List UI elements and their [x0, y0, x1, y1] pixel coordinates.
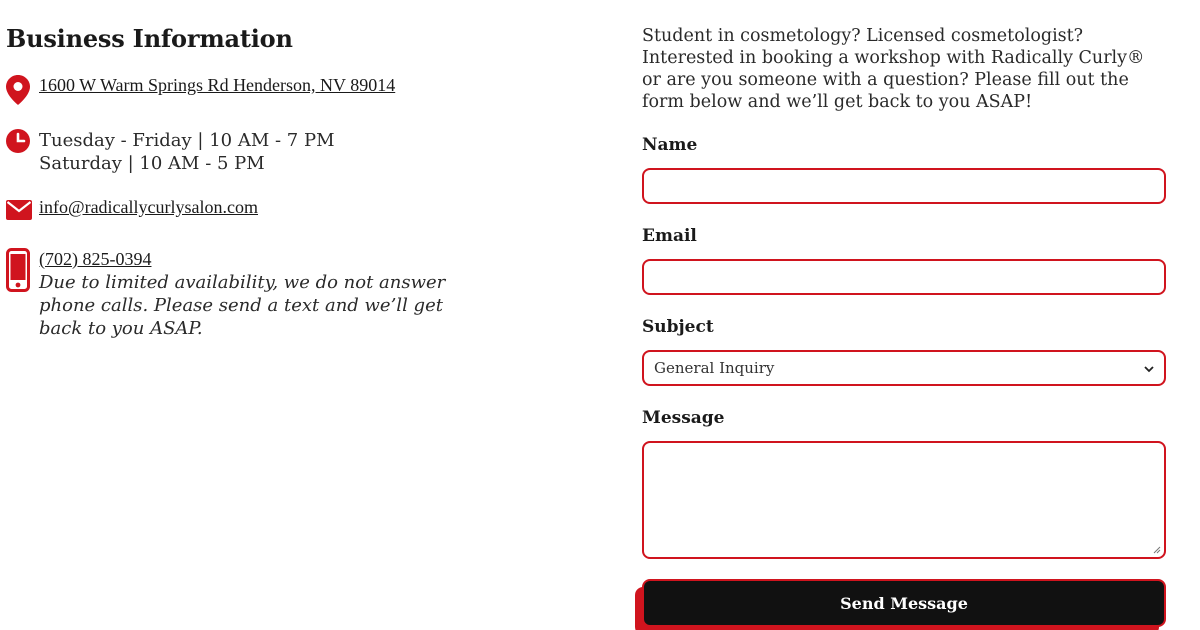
name-label: Name	[642, 135, 698, 155]
subject-select[interactable]	[642, 350, 1166, 386]
envelope-icon	[6, 200, 32, 226]
email-label: Email	[642, 226, 697, 246]
message-label: Message	[642, 408, 725, 428]
business-info-section	[6, 24, 476, 362]
address-link[interactable]: 1600 W Warm Springs Rd Henderson, NV 89014	[39, 75, 396, 95]
chevron-down-icon	[1144, 359, 1154, 377]
message-textarea[interactable]	[642, 441, 1166, 559]
submit-button-wrap	[642, 579, 1166, 627]
phone-link[interactable]: (702) 825-0394	[39, 249, 152, 269]
send-message-button[interactable]: Send Message	[642, 579, 1166, 627]
subject-selected-value: General Inquiry	[654, 359, 775, 377]
hours-weekday: Tuesday - Friday | 10 AM - 7 PM	[39, 130, 335, 151]
subject-label: Subject	[642, 317, 714, 337]
resize-handle-icon[interactable]	[1151, 544, 1161, 554]
name-input[interactable]	[642, 168, 1166, 204]
phone-block	[39, 248, 476, 340]
hours-row	[6, 129, 476, 175]
address-row	[6, 75, 476, 101]
business-info-title: Business Information	[6, 24, 293, 53]
hours-text	[39, 129, 335, 175]
map-pin-icon	[6, 75, 32, 101]
clock-icon	[6, 129, 32, 155]
phone-row	[6, 248, 476, 340]
contact-form-section	[642, 25, 1166, 627]
email-row	[6, 197, 476, 226]
form-intro: Student in cosmetology? Licensed cosmetologist? Interested in booking a workshop with Radically Curly® or are you someone with a question? Please fill out the form below and we’ll get back to you ASAP!	[642, 26, 1145, 112]
email-link[interactable]: info@radicallycurlysalon.com	[39, 197, 259, 217]
mobile-phone-icon	[6, 248, 32, 274]
hours-saturday: Saturday | 10 AM - 5 PM	[39, 153, 265, 174]
email-input[interactable]	[642, 259, 1166, 295]
phone-note: Due to limited availability, we do not answer phone calls. Please send a text and we’ll get back to you ASAP.	[39, 272, 446, 339]
